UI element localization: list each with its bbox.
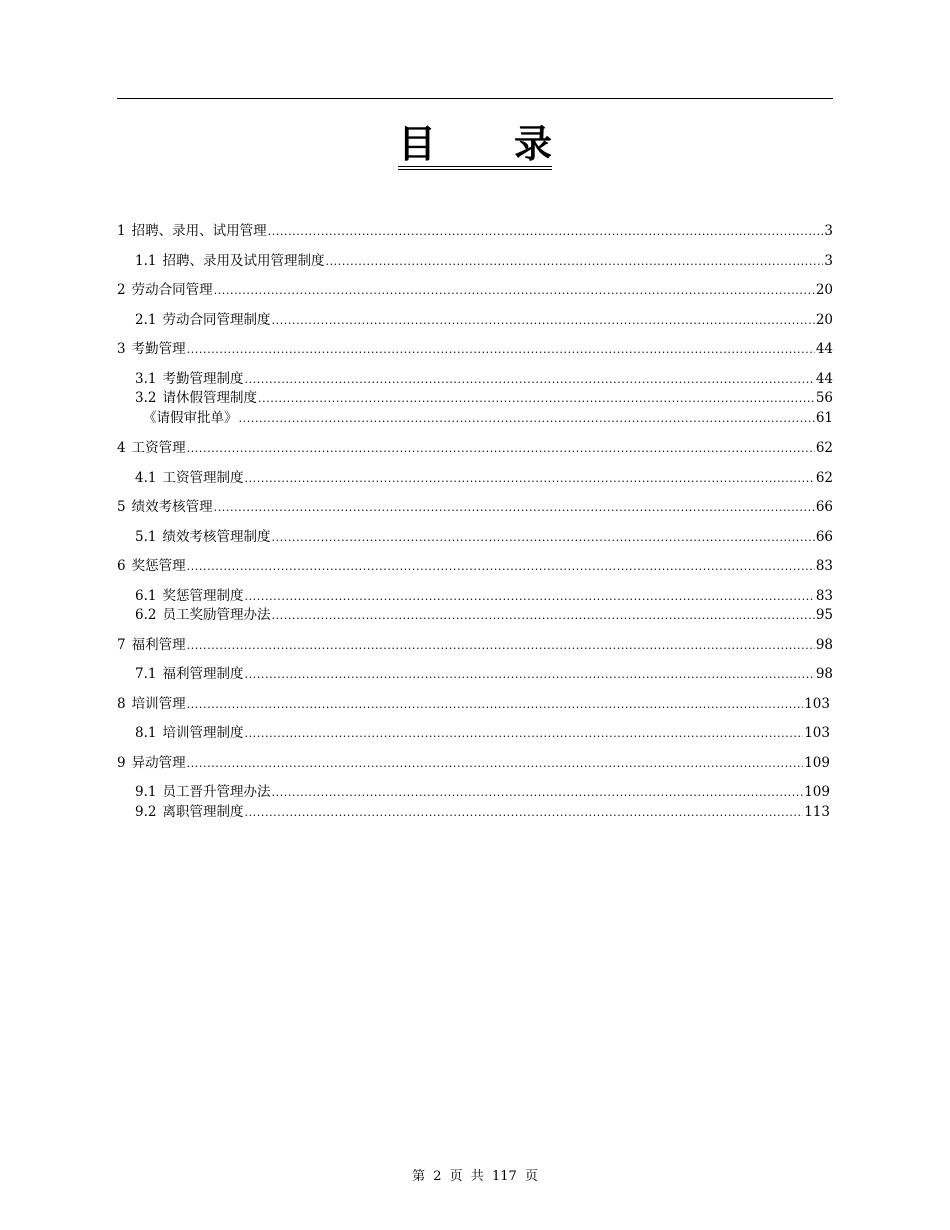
title-char-2: 录: [514, 122, 553, 166]
toc-entry-page-number: 44: [815, 371, 833, 387]
toc-dot-leader: [214, 499, 815, 517]
toc-dot-leader: [271, 529, 814, 547]
toc-entry-title: 绩效考核管理制度: [162, 529, 271, 545]
page-footer: [0, 1168, 950, 1186]
toc-dot-leader: [187, 755, 804, 773]
toc-entry[interactable]: [117, 439, 833, 458]
footer-current-page: 2: [433, 1169, 442, 1184]
toc-entry-number: 4: [117, 440, 126, 456]
toc-entry-page-number: 66: [815, 529, 833, 545]
toc-entry-title: 培训管理制度: [162, 725, 244, 741]
toc-entry-number: 9.1: [135, 784, 157, 800]
toc-entry[interactable]: [135, 803, 830, 822]
toc-entry-title: 劳动合同管理: [131, 282, 213, 298]
toc-entry-page-number: 62: [815, 440, 833, 456]
toc-entry-number: 4.1: [135, 470, 157, 486]
toc-entry-number: 3.1: [135, 371, 157, 387]
toc-entry-title: 离职管理制度: [162, 804, 244, 820]
toc-entry[interactable]: [135, 389, 833, 408]
footer-mid2: 共: [470, 1169, 484, 1184]
toc-entry-page-number: 113: [804, 804, 830, 820]
toc-entry-page-number: 3: [824, 223, 833, 239]
toc-dot-leader: [268, 223, 824, 241]
toc-dot-leader: [187, 696, 804, 714]
toc-entry-number: 2.1: [135, 312, 157, 328]
toc-entry[interactable]: [135, 469, 833, 488]
toc-dot-leader: [244, 725, 803, 743]
toc-entry-number: 9: [117, 755, 126, 771]
toc-entry[interactable]: [117, 498, 833, 517]
toc-entry-title: 福利管理: [131, 637, 186, 653]
toc-entry-title: 奖惩管理: [131, 558, 186, 574]
toc-entry-page-number: 98: [815, 637, 833, 653]
toc-dot-leader: [239, 410, 815, 428]
toc-entry[interactable]: [135, 370, 833, 389]
toc-entry-number: 1: [117, 223, 126, 239]
toc-entry-number: 9.2: [135, 804, 157, 820]
toc-entry-page-number: 61: [815, 410, 833, 426]
toc-entry-page-number: 20: [815, 312, 833, 328]
toc-entry[interactable]: [135, 528, 833, 547]
toc-entry-number: 8: [117, 696, 126, 712]
toc-entry-page-number: 62: [815, 470, 833, 486]
toc-entry-page-number: 103: [804, 725, 830, 741]
toc-dot-leader: [244, 371, 814, 389]
footer-total-pages: 117: [491, 1169, 517, 1184]
toc-entry-page-number: 103: [804, 696, 830, 712]
toc-entry-number: 5: [117, 499, 126, 515]
footer-mid1: 页: [449, 1169, 463, 1184]
toc-entry-title: 劳动合同管理制度: [162, 312, 271, 328]
toc-entry-number: 2: [117, 282, 126, 298]
toc-entry-title: 培训管理: [131, 696, 186, 712]
toc-entry-title: 招聘、录用、试用管理: [131, 223, 267, 239]
toc-dot-leader: [214, 282, 815, 300]
toc-dot-leader: [244, 470, 814, 488]
toc-entry-title: 工资管理: [131, 440, 186, 456]
toc-dot-leader: [271, 607, 814, 625]
toc-entry-title: 福利管理制度: [162, 666, 244, 682]
toc-entry[interactable]: [135, 311, 833, 330]
toc-entry[interactable]: [117, 695, 830, 714]
toc-entry-page-number: 66: [815, 499, 833, 515]
toc-entry-page-number: 83: [815, 558, 833, 574]
toc-entry-page-number: 98: [815, 666, 833, 682]
toc-entry-number: 3: [117, 341, 126, 357]
toc-entry-page-number: 83: [815, 588, 833, 604]
toc-entry-number: 8.1: [135, 725, 157, 741]
toc-dot-leader: [271, 784, 803, 802]
toc-entry-number: 5.1: [135, 529, 157, 545]
toc-entry[interactable]: [135, 409, 833, 428]
toc-entry-number: 1.1: [135, 253, 157, 269]
toc-entry[interactable]: [117, 754, 830, 773]
toc-entry-page-number: 44: [815, 341, 833, 357]
toc-entry-title: 异动管理: [131, 755, 186, 771]
toc-entry-page-number: 56: [815, 390, 833, 406]
toc-entry[interactable]: [117, 557, 833, 576]
toc-entry-title: 考勤管理制度: [162, 371, 244, 387]
toc-entry-number: 7.1: [135, 666, 157, 682]
toc-entry-title: 请休假管理制度: [162, 390, 257, 406]
toc-dot-leader: [244, 588, 814, 606]
toc-entry[interactable]: [117, 281, 833, 300]
toc-entry[interactable]: [135, 606, 833, 625]
toc-dot-leader: [258, 390, 815, 408]
toc-entry-title: 员工奖励管理办法: [162, 607, 271, 623]
toc-entry[interactable]: [135, 252, 833, 271]
toc-entry-title: 考勤管理: [131, 341, 186, 357]
toc-entry-number: 6.2: [135, 607, 157, 623]
toc-entry-title: 奖惩管理制度: [162, 588, 244, 604]
toc-entry-page-number: 109: [804, 784, 830, 800]
toc-dot-leader: [244, 804, 803, 822]
toc-entry[interactable]: [117, 222, 833, 241]
toc-entry-title: 绩效考核管理: [131, 499, 213, 515]
toc-dot-leader: [244, 666, 814, 684]
toc-dot-leader: [271, 312, 814, 330]
toc-entry-number: 3.2: [135, 390, 157, 406]
title-char-1: 目: [397, 122, 436, 166]
toc-dot-leader: [187, 558, 815, 576]
toc-entry-number: 6: [117, 558, 126, 574]
footer-prefix: 第: [412, 1169, 426, 1184]
toc-entry-title: 员工晋升管理办法: [162, 784, 271, 800]
toc-entry[interactable]: [117, 636, 833, 655]
toc-dot-leader: [187, 341, 815, 359]
toc-dot-leader: [187, 637, 815, 655]
toc-entry[interactable]: [135, 783, 830, 802]
toc-entry-page-number: 20: [815, 282, 833, 298]
toc-entry[interactable]: [135, 724, 830, 743]
toc-entry-number: 6.1: [135, 588, 157, 604]
toc-entry[interactable]: [117, 340, 833, 359]
toc-entry-page-number: 109: [804, 755, 830, 771]
toc-dot-leader: [187, 440, 815, 458]
toc-entry-page-number: 95: [815, 607, 833, 623]
toc-entry-title: 招聘、录用及试用管理制度: [162, 253, 325, 269]
footer-suffix: 页: [524, 1169, 538, 1184]
toc-entry[interactable]: [135, 587, 833, 606]
toc-entry[interactable]: [135, 665, 833, 684]
toc-entry-title: 《请假审批单》: [143, 410, 238, 426]
toc-entry-page-number: 3: [824, 253, 833, 269]
toc-entry-number: 7: [117, 637, 126, 653]
toc-entry-title: 工资管理制度: [162, 470, 244, 486]
toc-dot-leader: [325, 253, 823, 271]
